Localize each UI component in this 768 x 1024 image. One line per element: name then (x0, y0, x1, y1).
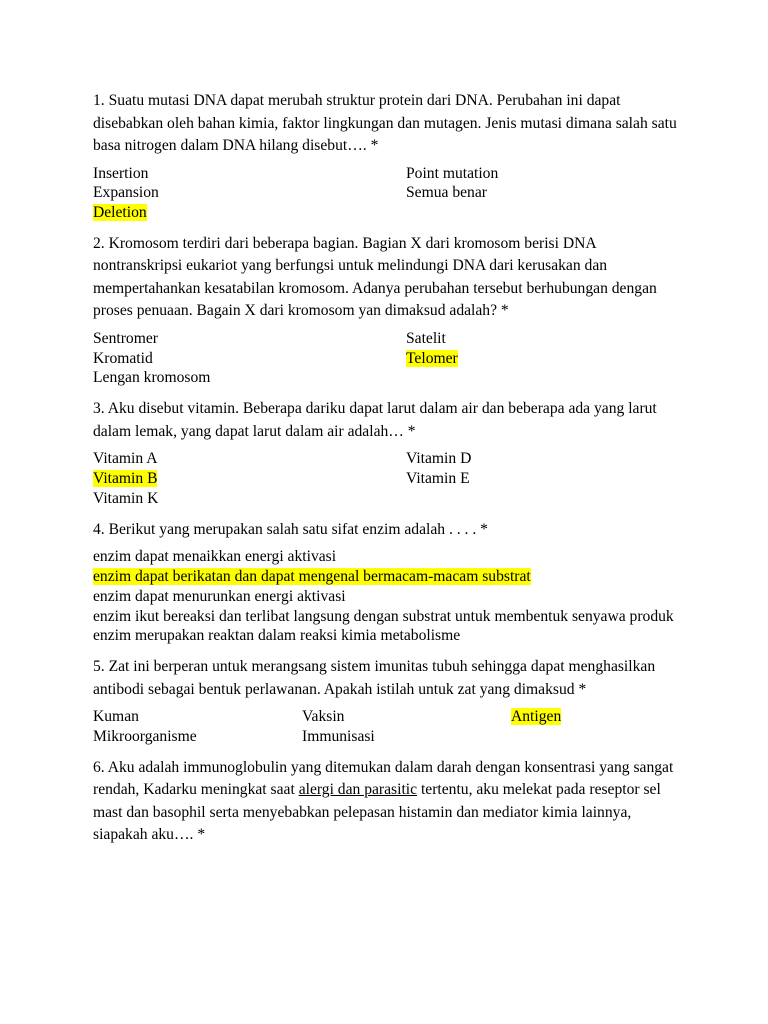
option-immunisasi[interactable]: Immunisasi (302, 727, 375, 745)
option-menaikkan-energi[interactable]: enzim dapat menaikkan energi aktivasi (93, 548, 337, 566)
option-vitamin-d[interactable]: Vitamin D (406, 450, 472, 468)
option-berikatan-substrat-highlighted[interactable]: enzim dapat berikatan dan dapat mengenal bermacam-macam substrat (93, 567, 531, 585)
option-ikut-bereaksi[interactable]: enzim ikut bereaksi dan terlibat langsung dengan substrat untuk membentuk senyawa produk (93, 607, 674, 625)
option-lengan-kromosom[interactable]: Lengan kromosom (93, 369, 211, 387)
document-page (93, 90, 683, 847)
option-vitamin-e[interactable]: Vitamin E (406, 470, 470, 488)
option-satelit[interactable]: Satelit (406, 329, 446, 347)
option-reaktan[interactable]: enzim merupakan reaktan dalam reaksi kimia metabolisme (93, 627, 461, 645)
option-antigen-highlighted[interactable]: Antigen (511, 708, 562, 726)
option-vitamin-k[interactable]: Vitamin K (93, 489, 159, 507)
option-semua-benar[interactable]: Semua benar (406, 184, 487, 202)
option-deletion-highlighted[interactable]: Deletion (93, 204, 147, 222)
option-menurunkan-energi[interactable]: enzim dapat menurunkan energi aktivasi (93, 587, 346, 605)
question-3-options (93, 449, 683, 508)
option-point-mutation[interactable]: Point mutation (406, 164, 499, 182)
option-insertion[interactable]: Insertion (93, 164, 149, 182)
question-4-text: 4. Berikut yang merupakan salah satu sifat enzim adalah . . . . * (93, 520, 488, 538)
option-sentromer[interactable]: Sentromer (93, 329, 158, 347)
option-vaksin[interactable]: Vaksin (302, 708, 345, 726)
question-2-options (93, 329, 683, 388)
question-2-text: 2. Kromosom terdiri dari beberapa bagian. Bagian X dari kromosom berisi DNA nontranskripsi eukariot yang berfungsi untuk melindungi DNA dari kerusakan dan mempertahankan kesatabilan kromosom. Adanya perubahan tersebut berhubungan dengan proses penuaan. Bagain X dari kromosom yan dimaksud adalah? * (93, 234, 657, 320)
question-3-text: 3. Aku disebut vitamin. Beberapa dariku dapat larut dalam air dan beberapa ada yang larut dalam lemak, yang dapat larut dalam air adalah… * (93, 400, 657, 440)
question-4-options (93, 547, 683, 646)
question-5-options (93, 707, 683, 747)
question-6-text-before: 6. Aku adalah immunoglobulin yang ditemukan dalam darah dengan konsentrasi yang sangat rendah, Kadarku meningkat saat (93, 758, 674, 799)
question-6-text-after: tertentu, aku melekat pada reseptor sel mast dan basophil serta menyebabkan pelepasan histamin dan mediator kimia lainnya, siapakah aku…. * (93, 781, 661, 844)
question-1-options (93, 164, 683, 223)
option-kuman[interactable]: Kuman (93, 708, 139, 726)
option-kromatid[interactable]: Kromatid (93, 349, 153, 367)
question-5-text: 5. Zat ini berperan untuk merangsang sistem imunitas tubuh sehingga dapat menghasilkan antibodi sebagai bentuk perlawanan. Apakah istilah untuk zat yang dimaksud * (93, 658, 656, 698)
option-vitamin-b-highlighted[interactable]: Vitamin B (93, 470, 158, 488)
option-vitamin-a[interactable]: Vitamin A (93, 450, 158, 468)
option-mikroorganisme[interactable]: Mikroorganisme (93, 727, 197, 745)
question-6-underlined-phrase: alergi dan parasitic (298, 781, 418, 799)
question-1-text: 1. Suatu mutasi DNA dapat merubah struktur protein dari DNA. Perubahan ini dapat disebabkan oleh bahan kimia, faktor lingkungan dan mutagen. Jenis mutasi dimana salah satu basa nitrogen dalam DNA hilang disebut…. * (93, 92, 677, 154)
question-6-text (93, 757, 683, 847)
option-telomer-highlighted[interactable]: Telomer (406, 349, 458, 367)
option-expansion[interactable]: Expansion (93, 184, 159, 202)
